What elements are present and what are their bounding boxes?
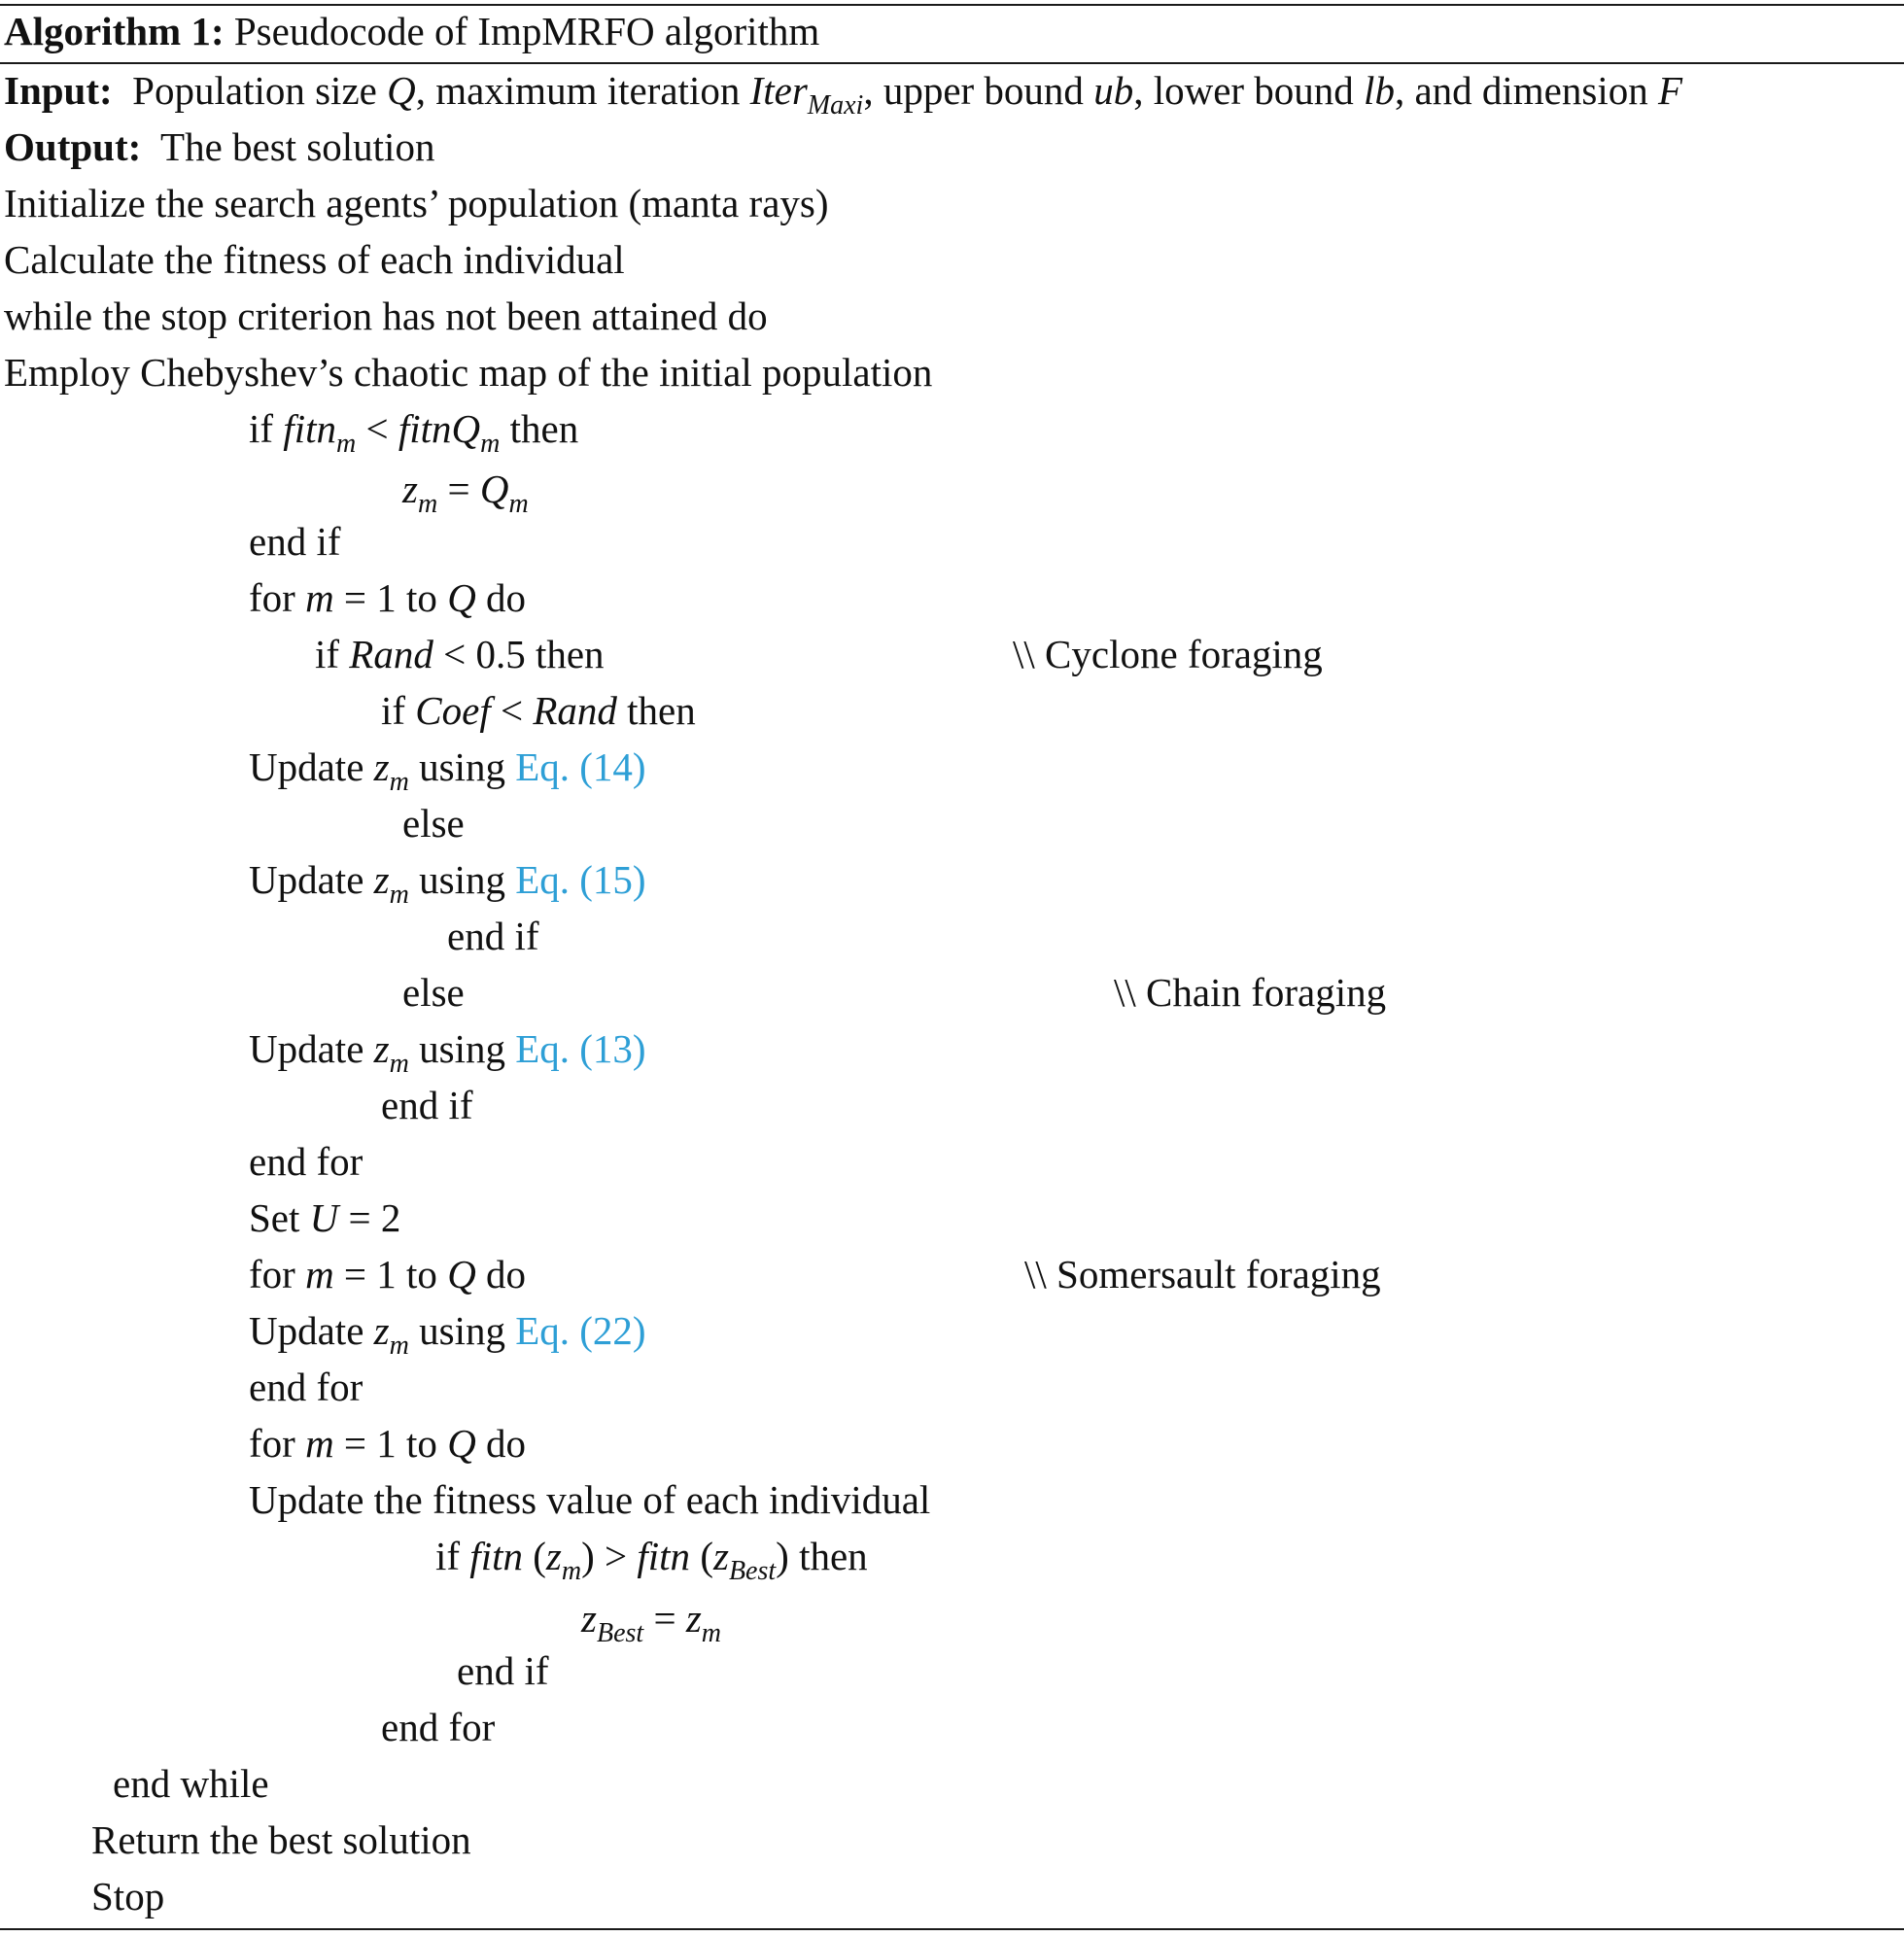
- code-line-set-u: [249, 1193, 400, 1242]
- var-u: U: [309, 1195, 339, 1240]
- var-iter: Iter: [749, 68, 808, 113]
- paren-close: ): [581, 1534, 595, 1578]
- kw-if: if: [249, 406, 284, 451]
- var-m: m: [305, 1252, 334, 1296]
- var-z: z: [685, 1596, 702, 1641]
- code-line-for: [249, 1250, 526, 1298]
- kw-update: Update: [249, 744, 374, 789]
- kw-update: Update: [249, 857, 374, 902]
- sub-best: Best: [728, 1556, 777, 1586]
- kw-set: Set: [249, 1195, 310, 1240]
- sub-m: m: [389, 1331, 409, 1361]
- output-text: The best solution: [160, 124, 435, 169]
- var-z: z: [545, 1534, 562, 1578]
- sub-m: m: [335, 429, 357, 459]
- input-text: , and dimension: [1394, 68, 1658, 113]
- var-rand: Rand: [533, 688, 617, 733]
- sub-maxi: Maxi: [807, 90, 864, 121]
- kw-for: for: [249, 1421, 306, 1466]
- kw-do: do: [475, 1252, 527, 1296]
- kw-using: using: [408, 744, 516, 789]
- input-label: Input:: [4, 68, 113, 113]
- code-line-endif: end if: [447, 914, 539, 958]
- kw-do: do: [475, 1421, 527, 1466]
- kw-using: using: [408, 1308, 516, 1353]
- var-z: z: [712, 1534, 729, 1578]
- var-fitn: fitn: [469, 1534, 523, 1578]
- var-q: Q: [479, 467, 509, 511]
- kw-using: using: [408, 857, 516, 902]
- algorithm-title: [4, 8, 819, 54]
- paren-open: (: [522, 1534, 546, 1578]
- code-line-endfor: end for: [249, 1139, 363, 1184]
- var-f: F: [1657, 68, 1683, 113]
- code-line-update-fitness: Update the fitness value of each individual: [249, 1477, 931, 1522]
- output-line: [4, 122, 434, 171]
- var-fitn: fitn: [637, 1534, 691, 1578]
- code-line-assign-best: [581, 1594, 721, 1658]
- input-text: , upper bound: [863, 68, 1094, 113]
- code-line-fitness: Calculate the fitness of each individual: [4, 237, 625, 282]
- sub-m: m: [561, 1556, 582, 1586]
- var-m: m: [305, 1421, 334, 1466]
- sub-m: m: [389, 1049, 409, 1079]
- code-line-while: while the stop criterion has not been attained do: [4, 294, 768, 338]
- code-line-if-fitn: [249, 404, 578, 468]
- code-line-return: Return the best solution: [91, 1817, 471, 1862]
- paren-open: (: [690, 1534, 713, 1578]
- kw-for: for: [249, 575, 306, 620]
- var-z: z: [402, 467, 418, 511]
- kw-then: then: [500, 406, 579, 451]
- kw-do: do: [475, 575, 527, 620]
- var-lb: lb: [1364, 68, 1395, 113]
- eq-13-link[interactable]: Eq. (13): [515, 1026, 646, 1071]
- top-rule: [0, 4, 1904, 6]
- output-label: Output:: [4, 124, 142, 169]
- code-line-endif: end if: [457, 1648, 549, 1693]
- code-line-update-22: [249, 1306, 646, 1370]
- op-eq: =: [643, 1596, 686, 1641]
- var-z: z: [581, 1596, 597, 1641]
- code-line-update-15: [249, 855, 646, 919]
- kw-to: = 1 to: [333, 1252, 448, 1296]
- sub-m: m: [701, 1618, 722, 1648]
- comment-somersault: \\ Somersault foraging: [1024, 1252, 1381, 1296]
- op-lt: <: [490, 688, 534, 733]
- kw-for: for: [249, 1252, 306, 1296]
- code-line-assign-z: [402, 465, 529, 529]
- sub-m: m: [389, 767, 409, 797]
- code-line-endwhile: end while: [113, 1761, 269, 1806]
- eq-14-link[interactable]: Eq. (14): [515, 744, 646, 789]
- comment-cyclone: \\ Cyclone foraging: [1013, 632, 1323, 676]
- kw-if: if: [381, 688, 416, 733]
- sub-best: Best: [596, 1618, 644, 1648]
- algorithm-label: Algorithm 1:: [4, 9, 225, 53]
- code-line-update-13: [249, 1024, 646, 1089]
- var-coef: Coef: [415, 688, 491, 733]
- code-line-endif: end if: [249, 519, 341, 564]
- code-line-if-coef: [381, 686, 696, 735]
- code-line-chebyshev: Employ Chebyshev’s chaotic map of the initial population: [4, 350, 933, 395]
- var-ub: ub: [1093, 68, 1134, 113]
- var-q: Q: [447, 1421, 476, 1466]
- kw-update: Update: [249, 1308, 374, 1353]
- var-z: z: [373, 1026, 390, 1071]
- var-z: z: [373, 744, 390, 789]
- kw-then: then: [788, 1534, 868, 1578]
- code-line-endfor: end for: [381, 1705, 496, 1749]
- bottom-rule: [0, 1928, 1904, 1930]
- header-rule: [0, 62, 1904, 64]
- op-lt: <: [356, 406, 398, 451]
- algorithm-name: Pseudocode of ImpMRFO algorithm: [233, 9, 820, 53]
- cond-rand: < 0.5 then: [433, 632, 605, 676]
- sub-m: m: [508, 489, 529, 519]
- code-line-if-best: [435, 1532, 868, 1596]
- code-line-endfor: end for: [249, 1365, 363, 1409]
- var-m: m: [305, 575, 334, 620]
- sub-m: m: [389, 880, 409, 910]
- code-line-stop: Stop: [91, 1874, 165, 1919]
- code-line-update-14: [249, 743, 646, 807]
- input-line: [4, 66, 1682, 130]
- paren-close: ): [776, 1534, 789, 1578]
- sub-m: m: [480, 429, 501, 459]
- kw-to: = 1 to: [333, 1421, 448, 1466]
- var-q: Q: [387, 68, 416, 113]
- var-fitnq: fitnQ: [398, 406, 481, 451]
- var-z: z: [373, 857, 390, 902]
- kw-if: if: [435, 1534, 470, 1578]
- code-line-endif: end if: [381, 1083, 473, 1127]
- op-eq: =: [437, 467, 480, 511]
- kw-then: then: [616, 688, 696, 733]
- op-gt: >: [594, 1534, 638, 1578]
- kw-using: using: [408, 1026, 516, 1071]
- var-rand: Rand: [349, 632, 433, 676]
- code-line-for: [249, 1419, 526, 1468]
- var-q: Q: [447, 1252, 476, 1296]
- comment-chain: \\ Chain foraging: [1114, 970, 1387, 1015]
- kw-if: if: [315, 632, 350, 676]
- kw-update: Update: [249, 1026, 374, 1071]
- sub-m: m: [417, 489, 438, 519]
- code-line-else: else: [402, 801, 465, 846]
- input-text: Population size: [132, 68, 388, 113]
- eq-15-link[interactable]: Eq. (15): [515, 857, 646, 902]
- var-z: z: [373, 1308, 390, 1353]
- kw-to: = 1 to: [333, 575, 448, 620]
- input-text: , lower bound: [1133, 68, 1365, 113]
- code-line-init: Initialize the search agents’ population (manta rays): [4, 181, 829, 225]
- input-text: , maximum iteration: [415, 68, 750, 113]
- eq-22-link[interactable]: Eq. (22): [515, 1308, 646, 1353]
- value-2: = 2: [338, 1195, 401, 1240]
- var-fitn: fitn: [283, 406, 336, 451]
- code-line-for: [249, 573, 526, 622]
- code-line-if-rand: [315, 630, 605, 678]
- code-line-else: else: [402, 970, 465, 1015]
- var-q: Q: [447, 575, 476, 620]
